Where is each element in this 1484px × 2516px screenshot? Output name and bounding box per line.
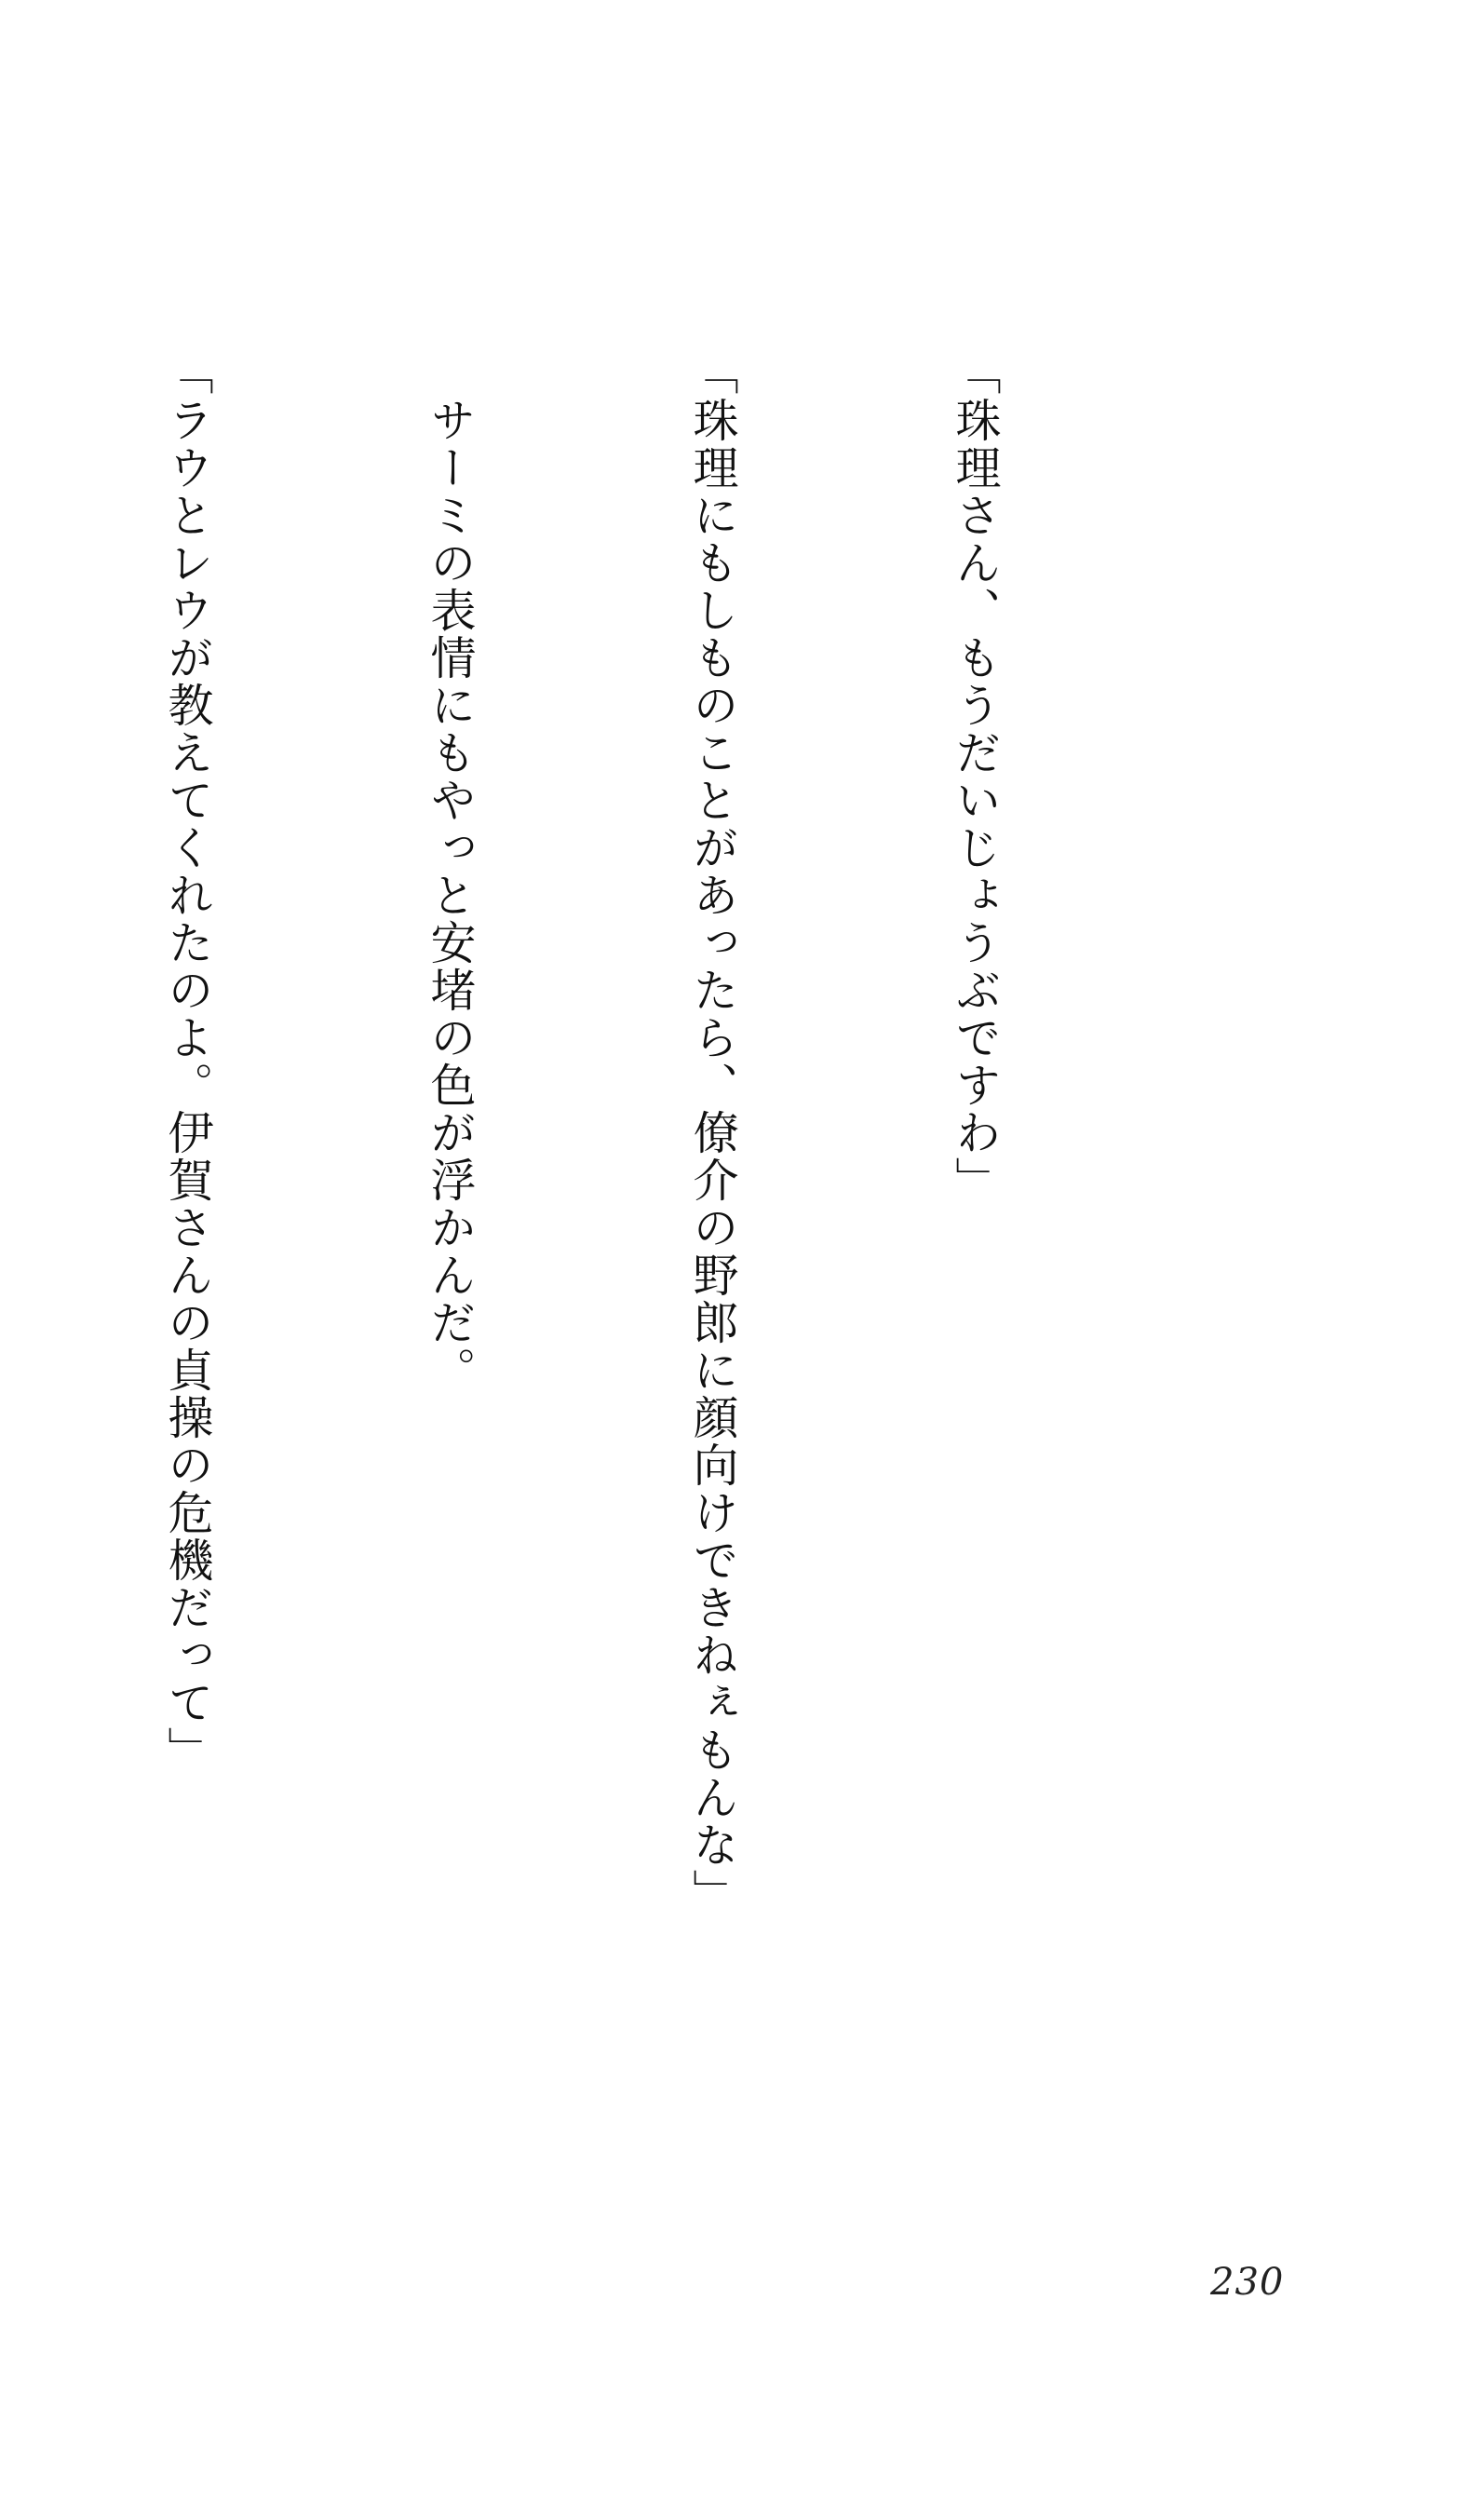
text-line: 「珠理さん、もうだいじょうぶですわ」: [949, 349, 1002, 1204]
page-number: 230: [1210, 2261, 1285, 2304]
text-line: 「ラウとレウが教えてくれたのよ。伊賀さんの貞操の危機だって」: [161, 349, 214, 1774]
vertical-text-body: [0, 349, 1194, 2212]
text-line: サーミの表情にもやっと安堵の色が浮かんだ。: [424, 349, 477, 1394]
text-line: 「珠理にもしものことがあったら、僚介の野郎に顔向けできねぇもんな」: [686, 349, 739, 1916]
